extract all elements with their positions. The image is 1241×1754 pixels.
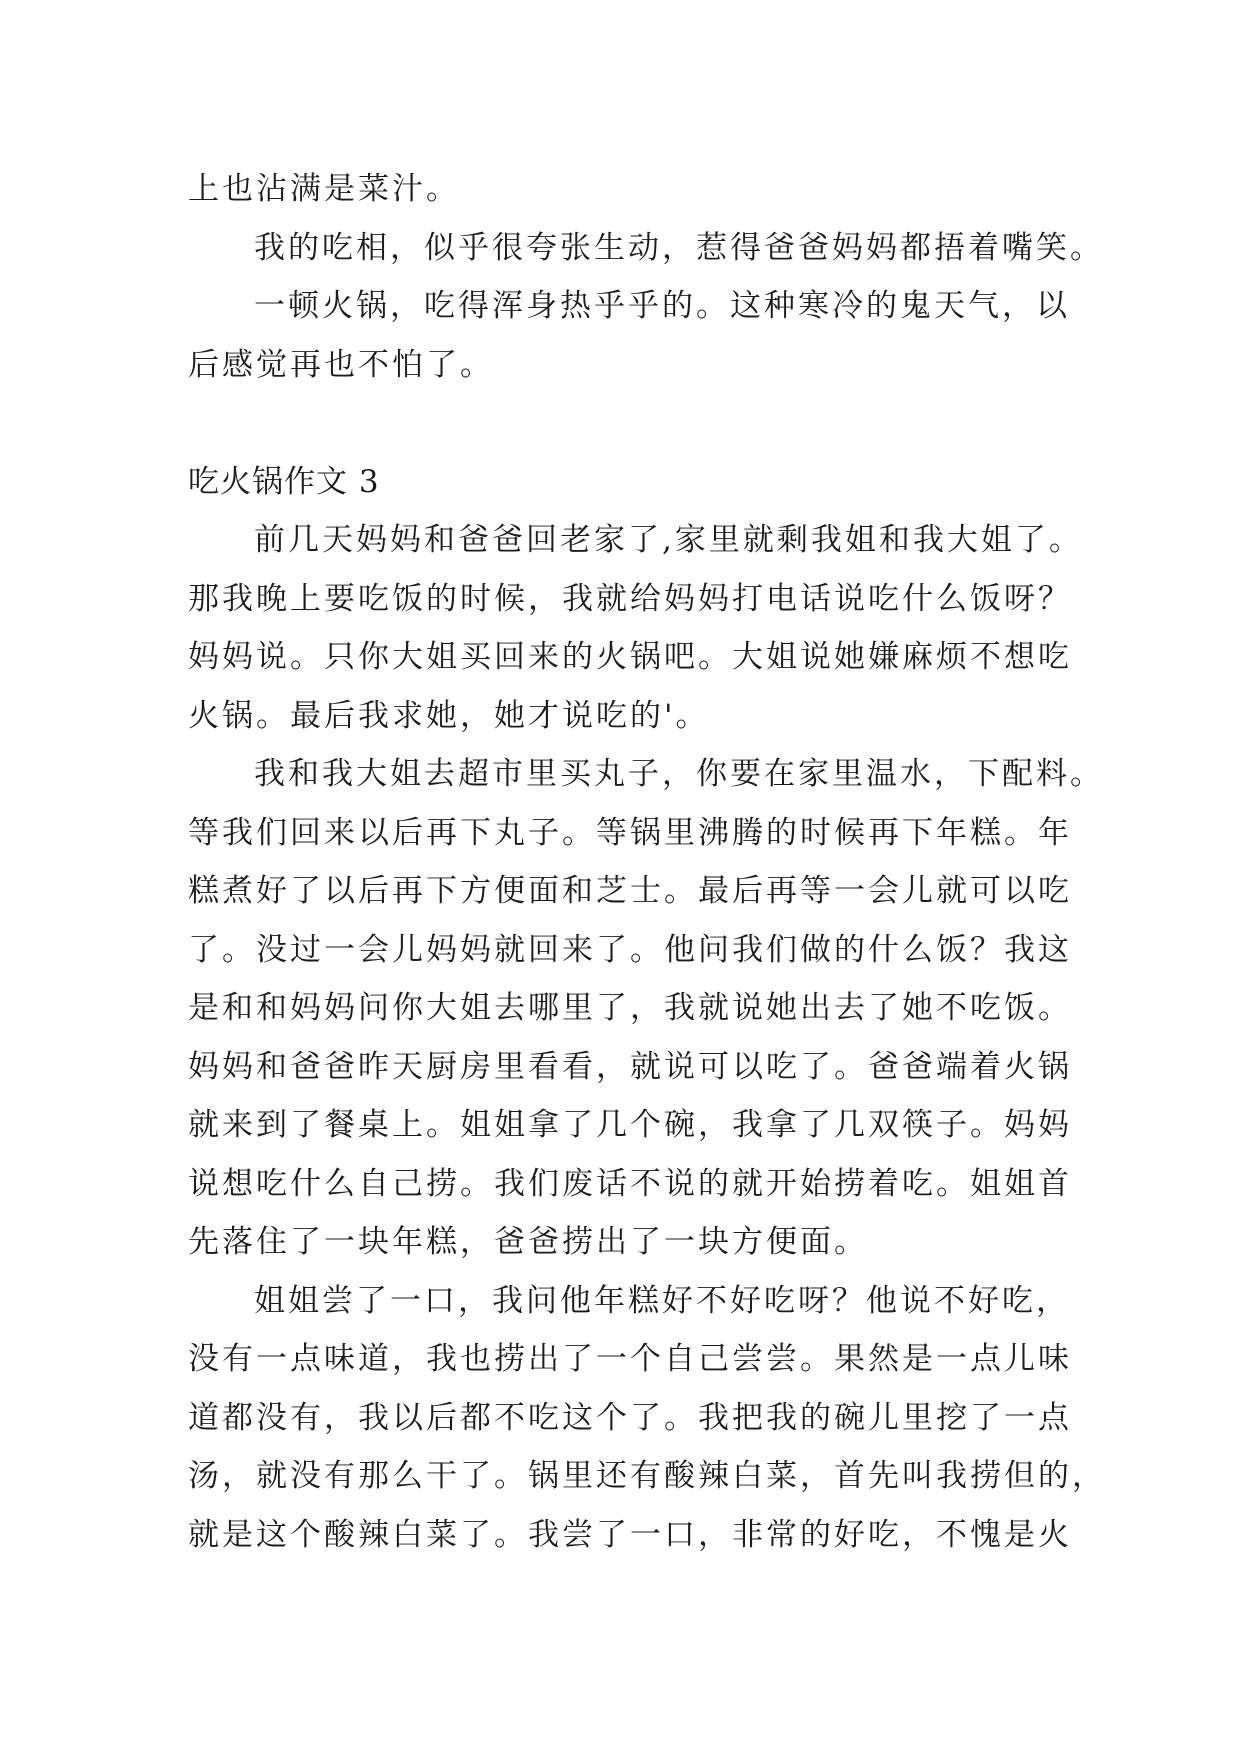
- section-heading: 吃火锅作文 3: [188, 463, 380, 500]
- text-line: 姐姐尝了一口，我问他年糕好不好吃呀？他说不好吃，: [254, 1282, 1070, 1319]
- text-line: 那我晚上要吃饭的时候，我就给妈妈打电话说吃什么饭呀？: [188, 580, 1072, 617]
- text-line: 就来到了餐桌上。姐姐拿了几个碗，我拿了几双筷子。妈妈: [188, 1107, 1072, 1143]
- document-body: [188, 160, 1106, 1564]
- text-line: 妈妈和爸爸昨天厨房里看看，就说可以吃了。爸爸端着火锅: [188, 1048, 1072, 1085]
- text-line: 糕煮好了以后再下方便面和芝士。最后再等一会儿就可以吃: [188, 873, 1072, 909]
- text-line: 我的吃相，似乎很夸张生动，惹得爸爸妈妈都捂着嘴笑。: [254, 229, 1104, 266]
- text-line: 是和和妈妈问你大姐去哪里了，我就说她出去了她不吃饭。: [188, 990, 1072, 1026]
- text-line: 没有一点味道，我也捞出了一个自己尝尝。果然是一点儿味: [188, 1341, 1072, 1377]
- text-line: 就是这个酸辣白菜了。我尝了一口，非常的好吃，不愧是火: [188, 1516, 1072, 1553]
- text-line: 我和我大姐去超市里买丸子，你要在家里温水，下配料。: [254, 756, 1104, 792]
- text-line: 等我们回来以后再下丸子。等锅里沸腾的时候再下年糕。年: [188, 814, 1072, 851]
- text-line: 火锅。最后我求她，她才说吃的'。: [188, 697, 710, 734]
- text-line: 前几天妈妈和爸爸回老家了,家里就剩我姐和我大姐了。: [254, 522, 1083, 558]
- text-line: 说想吃什么自己捞。我们废话不说的就开始捞着吃。姐姐首: [188, 1165, 1072, 1202]
- text-line: 上也沾满是菜汁。: [188, 171, 460, 207]
- text-line: 先落住了一块年糕，爸爸捞出了一块方便面。: [188, 1224, 868, 1260]
- text-line: 后感觉再也不怕了。: [188, 346, 494, 383]
- text-line: 妈妈说。只你大姐买回来的火锅吧。大姐说她嫌麻烦不想吃: [188, 639, 1072, 675]
- blank-line: [188, 394, 1068, 453]
- text-line: 汤，就没有那么干了。锅里还有酸辣白菜，首先叫我捞但的，: [188, 1458, 1106, 1494]
- text-line: 了。没过一会儿妈妈就回来了。他问我们做的什么饭？我这: [188, 931, 1072, 968]
- text-line: 道都没有，我以后都不吃这个了。我把我的碗儿里挖了一点: [188, 1399, 1072, 1436]
- text-line: 一顿火锅，吃得浑身热乎乎的。这种寒冷的鬼天气，以: [254, 288, 1070, 324]
